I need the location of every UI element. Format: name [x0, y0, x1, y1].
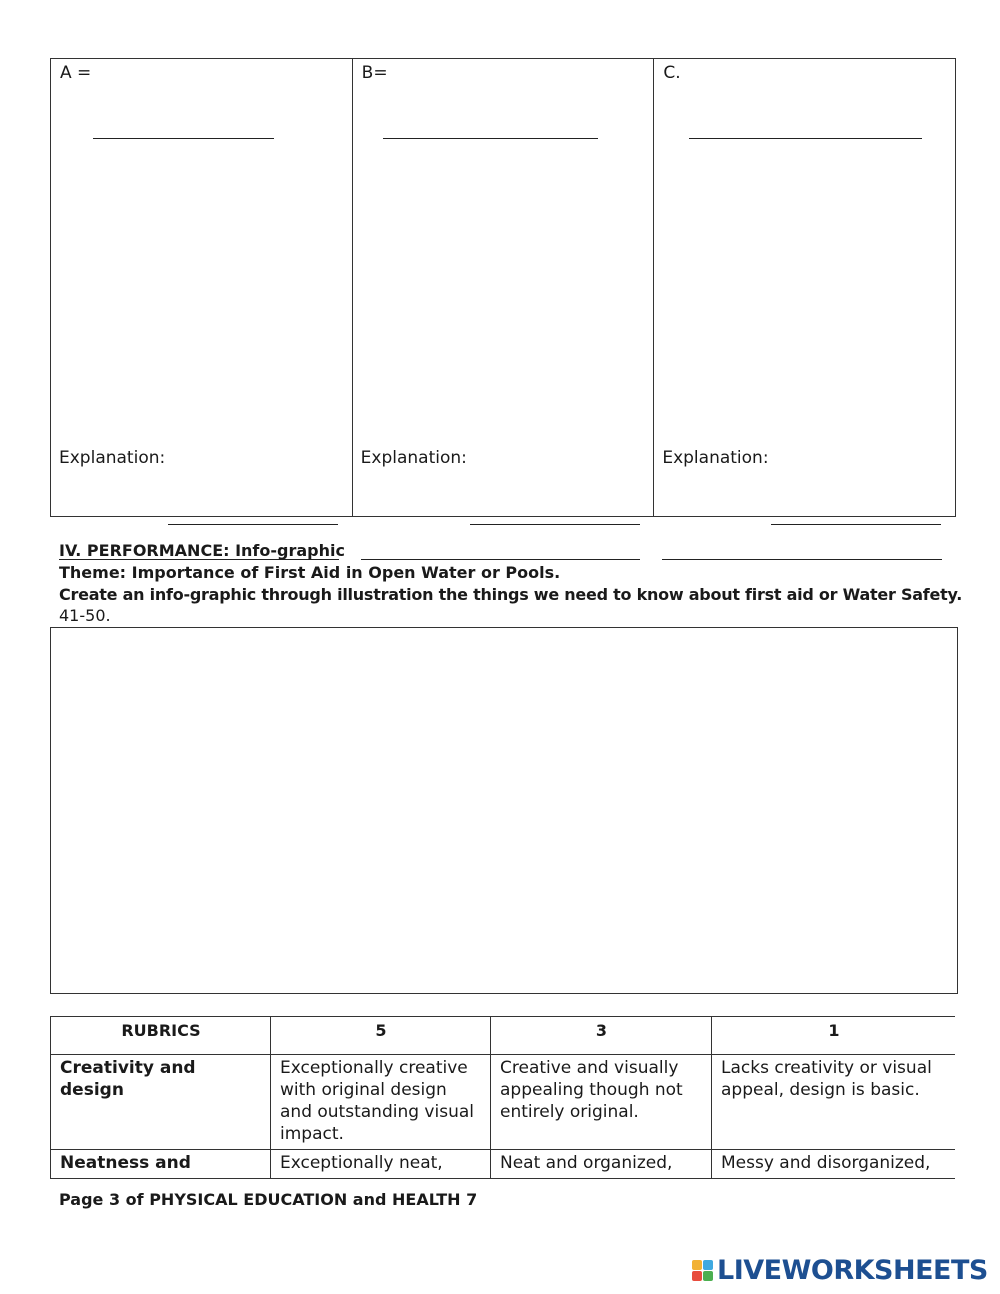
rubrics-header-score-1: 1 — [712, 1017, 956, 1055]
rubrics-header-criteria: RUBRICS — [51, 1017, 271, 1055]
performance-heading: IV. PERFORMANCE: Info-graphic — [59, 541, 345, 560]
answer-label-a: A = — [60, 63, 92, 83]
explanation-line-a1[interactable] — [168, 524, 338, 525]
explanation-label-c: Explanation: — [662, 448, 769, 468]
explanation-line-b2[interactable] — [361, 559, 641, 560]
performance-instruction: Create an info-graphic through illustration the things we need to know about first aid or Water Safety. — [59, 585, 963, 604]
performance-theme: Theme: Importance of First Aid in Open Water or Pools. — [59, 563, 561, 582]
rubrics-table — [50, 1016, 955, 1179]
answer-column-c — [653, 59, 955, 516]
explanation-label-a: Explanation: — [59, 448, 166, 468]
liveworksheets-logo — [692, 1254, 988, 1286]
performance-items: 41-50. — [59, 606, 111, 625]
answer-label-c: C. — [663, 63, 681, 83]
rubrics-header-score-5: 5 — [271, 1017, 491, 1055]
table-row — [51, 1055, 956, 1150]
explanation-label-b: Explanation: — [360, 448, 467, 468]
rubrics-header-score-3: 3 — [491, 1017, 712, 1055]
rubric-score-1: Lacks creativity or visual appeal, design is basic. — [712, 1055, 956, 1150]
answer-line-a[interactable] — [93, 138, 274, 139]
liveworksheets-logo-text: LIVEWORKSHEETS — [717, 1254, 988, 1286]
rubrics-header-row — [51, 1017, 956, 1055]
logo-tile-4 — [703, 1271, 713, 1281]
liveworksheets-logo-icon — [692, 1260, 713, 1281]
explanation-line-c1[interactable] — [771, 524, 941, 525]
rubrics-table-wrapper — [50, 1016, 955, 1179]
answer-column-a — [51, 59, 352, 516]
infographic-drawing-area[interactable] — [50, 627, 958, 994]
answer-line-b[interactable] — [383, 138, 598, 139]
answer-line-c[interactable] — [689, 138, 922, 139]
answer-label-b: B= — [361, 63, 388, 83]
table-row — [51, 1150, 956, 1179]
rubric-criterion: Creativity and design — [51, 1055, 271, 1150]
logo-tile-3 — [692, 1271, 702, 1281]
rubric-score-3: Neat and organized, — [491, 1150, 712, 1179]
logo-tile-2 — [703, 1260, 713, 1270]
rubric-criterion: Neatness and — [51, 1150, 271, 1179]
explanation-line-c2[interactable] — [662, 559, 942, 560]
rubric-score-1: Messy and disorganized, — [712, 1150, 956, 1179]
answer-column-b — [352, 59, 654, 516]
rubric-score-5: Exceptionally creative with original design and outstanding visual impact. — [271, 1055, 491, 1150]
rubric-score-3: Creative and visually appealing though not entirely original. — [491, 1055, 712, 1150]
answer-table — [50, 58, 956, 517]
rubric-score-5: Exceptionally neat, — [271, 1150, 491, 1179]
logo-tile-1 — [692, 1260, 702, 1270]
explanation-line-b1[interactable] — [470, 524, 640, 525]
page-footer: Page 3 of PHYSICAL EDUCATION and HEALTH 7 — [59, 1190, 478, 1209]
